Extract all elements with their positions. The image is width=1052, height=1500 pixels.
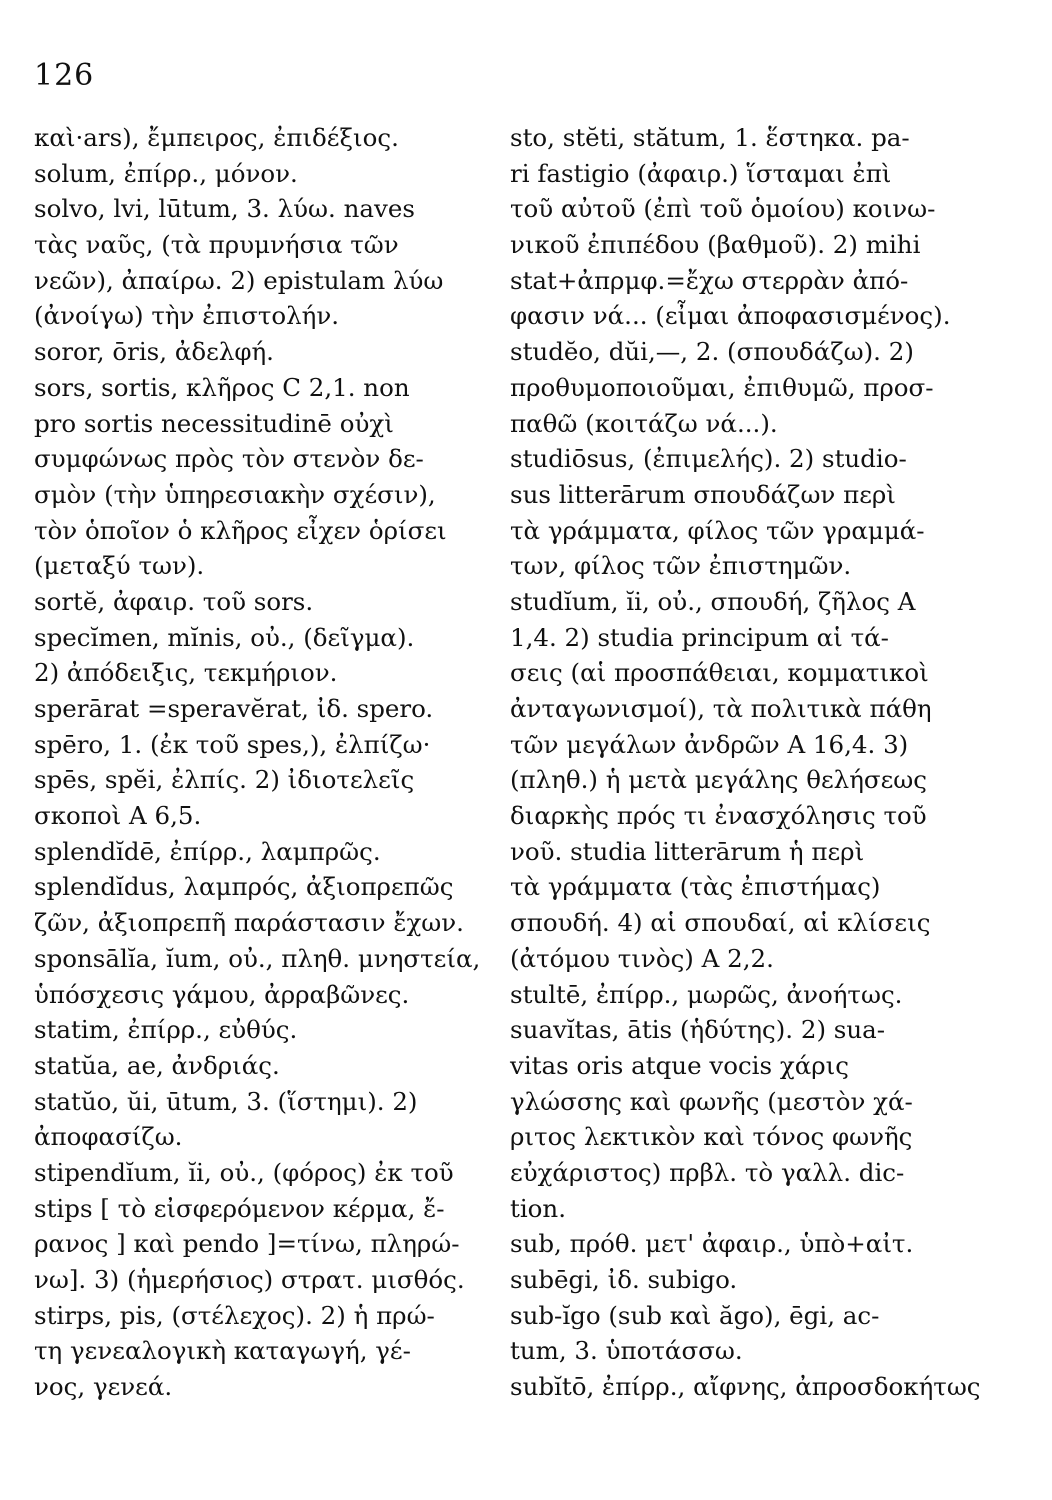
dictionary-line: splendĭdē, ἐπίρρ., λαμπρῶς. [34,836,381,866]
dictionary-line: splendĭdus, λαμπρός, ἀξιοπρεπῶς [34,872,454,902]
dictionary-line: soror, ōris, ἀδελφή. [34,337,274,367]
dictionary-line: των, φίλος τῶν ἐπιστημῶν. [510,551,852,581]
dictionary-line: καὶ·ars), ἔμπειρος, ἐπιδέξιος. [34,123,399,152]
dictionary-line: studĭum, ĭi, οὐ., σπουδή, ζῆλος A [510,586,916,616]
dictionary-line: tion. [510,1193,566,1223]
dictionary-line: (πληθ.) ἡ μετὰ μεγάλης θελήσεως [510,765,928,795]
dictionary-line: studiōsus, (ἐπιμελής). 2) studio- [510,444,907,474]
dictionary-line: spēro, 1. (ἐκ τοῦ spes,), ἐλπίζω· [34,729,431,759]
dictionary-line: statim, ἐπίρρ., εὐθύς. [34,1015,298,1045]
dictionary-line: παθῶ (κοιτάζω νά...). [510,408,778,438]
dictionary-line: σκοποὶ A 6,5. [34,801,202,831]
dictionary-line: τὰς ναῦς, (τὰ πρυμνήσια τῶν [34,230,399,260]
dictionary-line: φασιν νά... (εἶμαι ἀποφασισμένος). [510,301,951,331]
dictionary-line: τοῦ αὐτοῦ (ἐπὶ τοῦ ὁμοίου) κοινω- [510,194,936,224]
dictionary-line: subĭtō, ἐπίρρ., αἴφνης, ἀπροσδοκήτως [510,1372,981,1402]
dictionary-line: 2) ἀπόδειξις, τεκμήριον. [34,658,338,688]
dictionary-line: sus litterārum σπουδάζων περὶ [510,479,896,509]
dictionary-line: spēs, spĕi, ἐλπίς. 2) ἰδιοτελεῖς [34,765,415,795]
dictionary-line: tum, 3. ὑποτάσσω. [510,1336,743,1366]
dictionary-line: (ἀνοίγω) τὴν ἐπιστολήν. [34,301,340,331]
dictionary-line: ὑπόσχεσις γάμου, ἀρραβῶνες. [34,979,410,1009]
dictionary-line: σμὸν (τὴν ὑπηρεσιακὴν σχέσιν), [34,479,436,509]
dictionary-line: subēgi, ἰδ. subigo. [510,1265,738,1294]
page-number: 126 [34,58,95,93]
dictionary-line: pro sortis necessitudinē οὐχὶ [34,408,394,438]
dictionary-line: specĭmen, mĭnis, οὐ., (δεῖγμα). [34,622,415,652]
dictionary-line: ri fastigio (ἀφαιρ.) ἵσταμαι ἐπὶ [510,158,892,188]
dictionary-line: τὸν ὁποῖον ὁ κλῆρος εἶχεν ὁρίσει [34,515,447,545]
dictionary-line: διαρκὴς πρός τι ἐνασχόλησις τοῦ [510,801,927,831]
dictionary-line: συμφώνως πρὸς τὸν στενὸν δε- [34,444,424,474]
dictionary-line: νικοῦ ἐπιπέδου (βαθμοῦ). 2) mihi [510,230,921,260]
dictionary-line: stultē, ἐπίρρ., μωρῶς, ἀνοήτως. [510,979,903,1009]
dictionary-line: (μεταξύ των). [34,551,205,581]
left-column [34,120,504,1405]
dictionary-line: (ἀτόμου τινὸς) A 2,2. [510,943,774,973]
dictionary-line: ρανος ] καὶ pendo ]=τίνω, πληρώ- [34,1229,460,1259]
dictionary-line: stipendĭum, ĭi, οὐ., (φόρος) ἐκ τοῦ [34,1157,454,1187]
dictionary-line: studĕo, dŭi,—, 2. (σπουδάζω). 2) [510,337,914,367]
dictionary-line: suavĭtas, ātis (ἡδύτης). 2) sua- [510,1015,886,1045]
dictionary-line: 1,4. 2) studia principum αἱ τά- [510,622,889,652]
dictionary-line: εὐχάριστος) πρβλ. τὸ γαλλ. dic- [510,1157,905,1187]
dictionary-line: νω]. 3) (ἡμερήσιος) στρατ. μισθός. [34,1265,465,1294]
dictionary-line: solum, ἐπίρρ., μόνον. [34,158,298,188]
dictionary-line: solvo, lvi, lūtum, 3. λύω. naves [34,194,415,224]
dictionary-line: vitas oris atque vocis χάρις [510,1050,849,1080]
dictionary-line: ζῶν, ἀξιοπρεπῆ παράστασιν ἔχων. [34,908,464,938]
dictionary-line: stirps, pis, (στέλεχος). 2) ἡ πρώ- [34,1300,435,1330]
dictionary-line: τὰ γράμματα, φίλος τῶν γραμμά- [510,515,925,545]
dictionary-line: sponsālĭa, ĭum, οὐ., πληθ. μνηστεία, [34,943,481,973]
dictionary-line: sto, stĕti, stătum, 1. ἕστηκα. pa- [510,123,910,152]
dictionary-line: statŭa, ae, ἀνδριάς. [34,1050,280,1080]
dictionary-line: sub-ĭgo (sub καὶ ăgo), ēgi, ac- [510,1300,880,1330]
dictionary-line: νεῶν), ἀπαίρω. 2) epistulam λύω [34,265,444,295]
dictionary-line: stips [ τὸ εἰσφερόμενον κέρμα, ἔ- [34,1193,445,1223]
dictionary-line: σπουδή. 4) αἱ σπουδαί, αἱ κλίσεις [510,908,931,938]
right-column [510,120,1010,1405]
dictionary-line: ἀνταγωνισμοί), τὰ πολιτικὰ πάθη [510,694,932,723]
dictionary-line: sors, sortis, κλῆρος C 2,1. non [34,372,410,402]
dictionary-line: σεις (αἱ προσπάθειαι, κομματικοὶ [510,658,929,688]
dictionary-line: προθυμοποιοῦμαι, ἐπιθυμῶ, προσ- [510,372,934,402]
dictionary-line: νος, γενεά. [34,1372,173,1402]
dictionary-line: sub, πρόθ. μετ' ἀφαιρ., ὑπὸ+αἰτ. [510,1229,914,1259]
dictionary-line: ριτος λεκτικὸν καὶ τόνος φωνῆς [510,1122,913,1152]
dictionary-line: sortĕ, ἀφαιρ. τοῦ sors. [34,586,314,616]
dictionary-line: τη γενεαλογικὴ καταγωγή, γέ- [34,1336,411,1366]
dictionary-line: τῶν μεγάλων ἀνδρῶν A 16,4. 3) [510,729,909,759]
dictionary-line: statŭo, ŭi, ūtum, 3. (ἵστημι). 2) [34,1086,418,1116]
dictionary-line: γλώσσης καὶ φωνῆς (μεστὸν χά- [510,1086,913,1116]
dictionary-line: ἀποφασίζω. [34,1122,183,1152]
dictionary-line: νοῦ. studia litterārum ἡ περὶ [510,836,865,866]
dictionary-line: τὰ γράμματα (τὰς ἐπιστήμας) [510,872,881,902]
dictionary-line: stat+ἀπρμφ.=ἔχω στερρὰν ἀπό- [510,265,909,295]
dictionary-line: sperārat =speravĕrat, ἰδ. spero. [34,694,434,723]
